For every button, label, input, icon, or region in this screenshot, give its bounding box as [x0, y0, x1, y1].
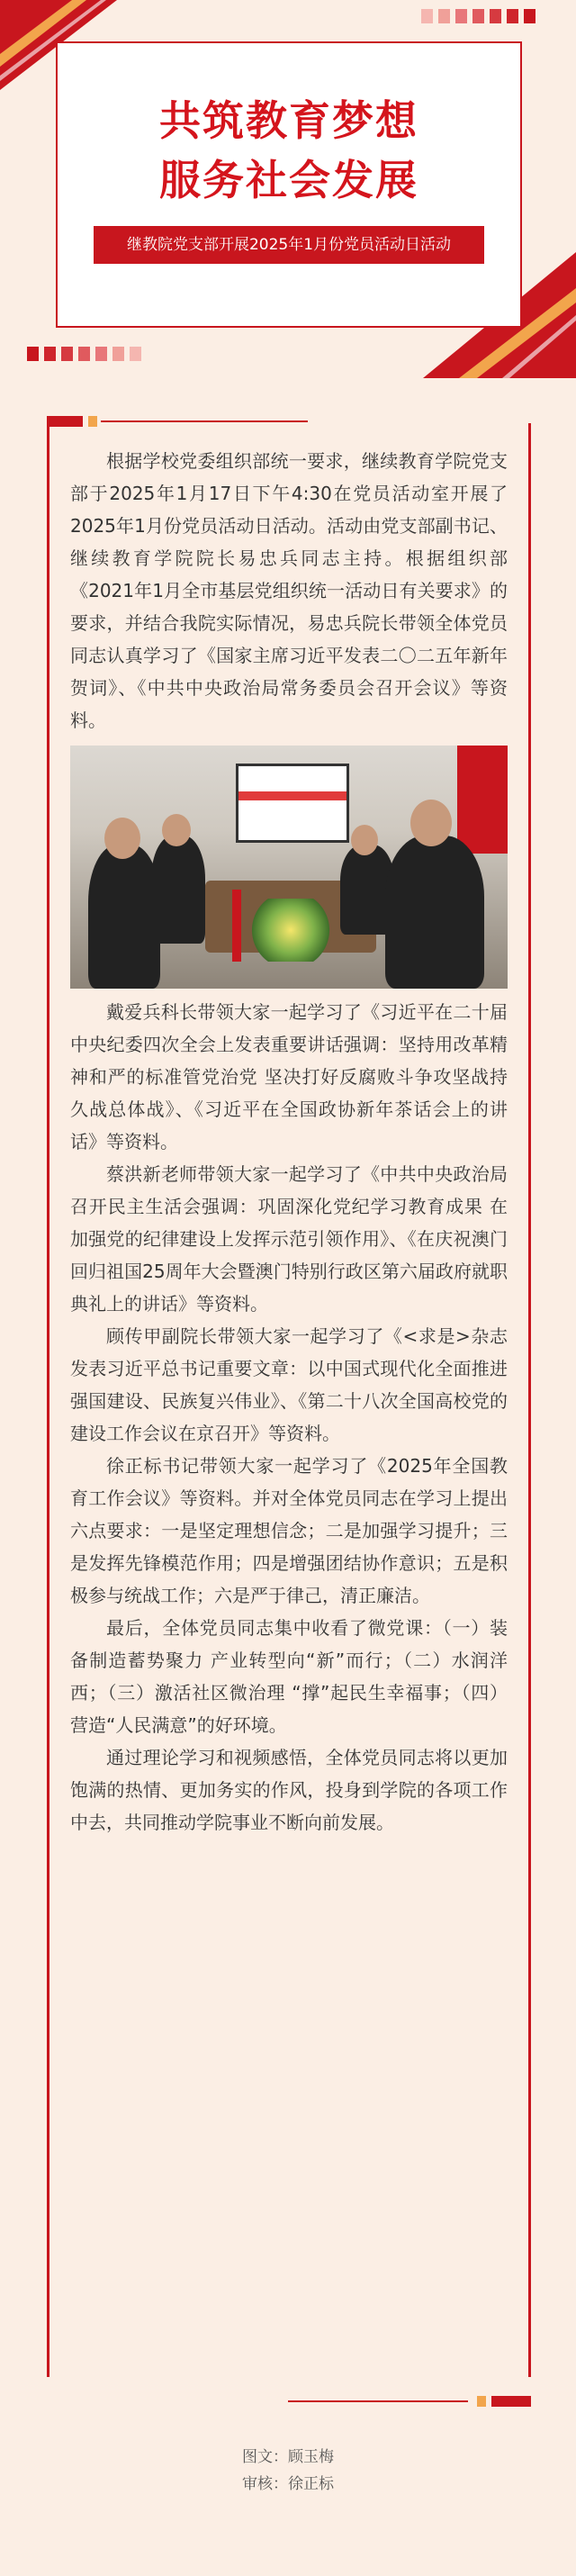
- header-title-box: [56, 41, 522, 328]
- frame-right-border: [528, 423, 531, 2377]
- flower-arrangement: [250, 899, 331, 962]
- bottom-left-squares: [27, 347, 141, 361]
- reviewer-credit: 审核：徐正标: [242, 2475, 334, 2493]
- attendee-head: [410, 800, 452, 846]
- paragraph-1: 戴爱兵科长带领大家一起学习了《习近平在二十届中央纪委四次全会上发表重要讲话强调：坚持用改革精神和严的标准管党治党 坚决打好反腐败斗争攻坚战持久战总体战》、《习近平在全国政协新年茶话会上的讲话》等资料。: [70, 1001, 508, 1152]
- paragraph-3: 顾传甲副院长带领大家一起学习了《<求是>杂志发表习近平总书记重要文章：以中国式现代化全面推进强国建设、民族复兴伟业》、《第二十八次全国高校党的建设工作会议在京召开》等资料。: [70, 1325, 508, 1444]
- attendee-head: [351, 825, 378, 855]
- attendee: [385, 836, 484, 989]
- attendee: [88, 845, 160, 989]
- paragraph-6: 通过理论学习和视频感悟，全体党员同志将以更加饱满的热情、更加务实的作风，投身到学院的各项工作中去，共同推动学院事业不断向前发展。: [70, 1747, 508, 1833]
- frame-top-accent: [88, 416, 97, 427]
- attendee-head: [162, 814, 191, 846]
- paragraph-2: 蔡洪新老师带领大家一起学习了《中共中央政治局召开民主生活会强调：巩固深化党纪学习教育成果 在加强党的纪律建设上发挥示范引领作用》、《在庆祝澳门回归祖国25周年大会暨澳门特别行政区第六届政府就职典礼上的讲话》等资料。: [70, 1163, 508, 1315]
- frame-top-bar: [47, 416, 83, 427]
- paragraph-intro: 根据学校党委组织部统一要求，继续教育学院党支部于2025年1月17日下午4:30在党员活动室开展了2025年1月份党员活动日活动。活动由党支部副书记、继续教育学院院长易忠兵同志主持。根据组织部《2021年1月全市基层党组织统一活动日有关要求》的要求，并结合我院实际情况，易忠兵院长带领全体党员同志认真学习了《国家主席习近平发表二〇二五年新年贺词》、《中共中央政治局常务委员会召开会议》等资料。: [70, 450, 508, 731]
- red-banner: [457, 746, 508, 854]
- title-line-2: 服务社会发展: [159, 156, 418, 204]
- small-flag: [232, 890, 241, 962]
- top-right-squares: [421, 9, 536, 23]
- frame-left-border: [47, 423, 50, 2377]
- attendee-head: [104, 818, 140, 859]
- author-credit: 图文：顾玉梅: [242, 2448, 334, 2466]
- article-body: [70, 445, 508, 1839]
- paragraph-4: 徐正标书记带领大家一起学习了《2025年全国教育工作会议》等资料。并对全体党员同志在学习上提出六点要求：一是坚定理想信念；二是加强学习提升；三是发挥先锋模范作用；四是增强团结协作意识；五是积极参与统战工作；六是严于律己，清正廉洁。: [70, 1455, 508, 1606]
- meeting-photo: [70, 746, 508, 989]
- frame-bottom-bar: [491, 2396, 531, 2407]
- frame-bottom-line: [288, 2400, 468, 2402]
- frame-bottom-accent: [477, 2396, 486, 2407]
- attendee: [151, 836, 205, 944]
- frame-top-line: [101, 420, 308, 422]
- subtitle-banner: 继教院党支部开展2025年1月份党员活动日活动: [94, 226, 484, 264]
- paragraph-5: 最后，全体党员同志集中收看了微党课：（一）装备制造蓄势聚力 产业转型向“新”而行；（二）水润洋西；（三）激活社区微治理 “撑”起民生幸福事；（四）营造“人民满意”的好环境。: [70, 1617, 508, 1736]
- projector-screen: [236, 764, 349, 843]
- title-line-1: 共筑教育梦想: [159, 96, 418, 145]
